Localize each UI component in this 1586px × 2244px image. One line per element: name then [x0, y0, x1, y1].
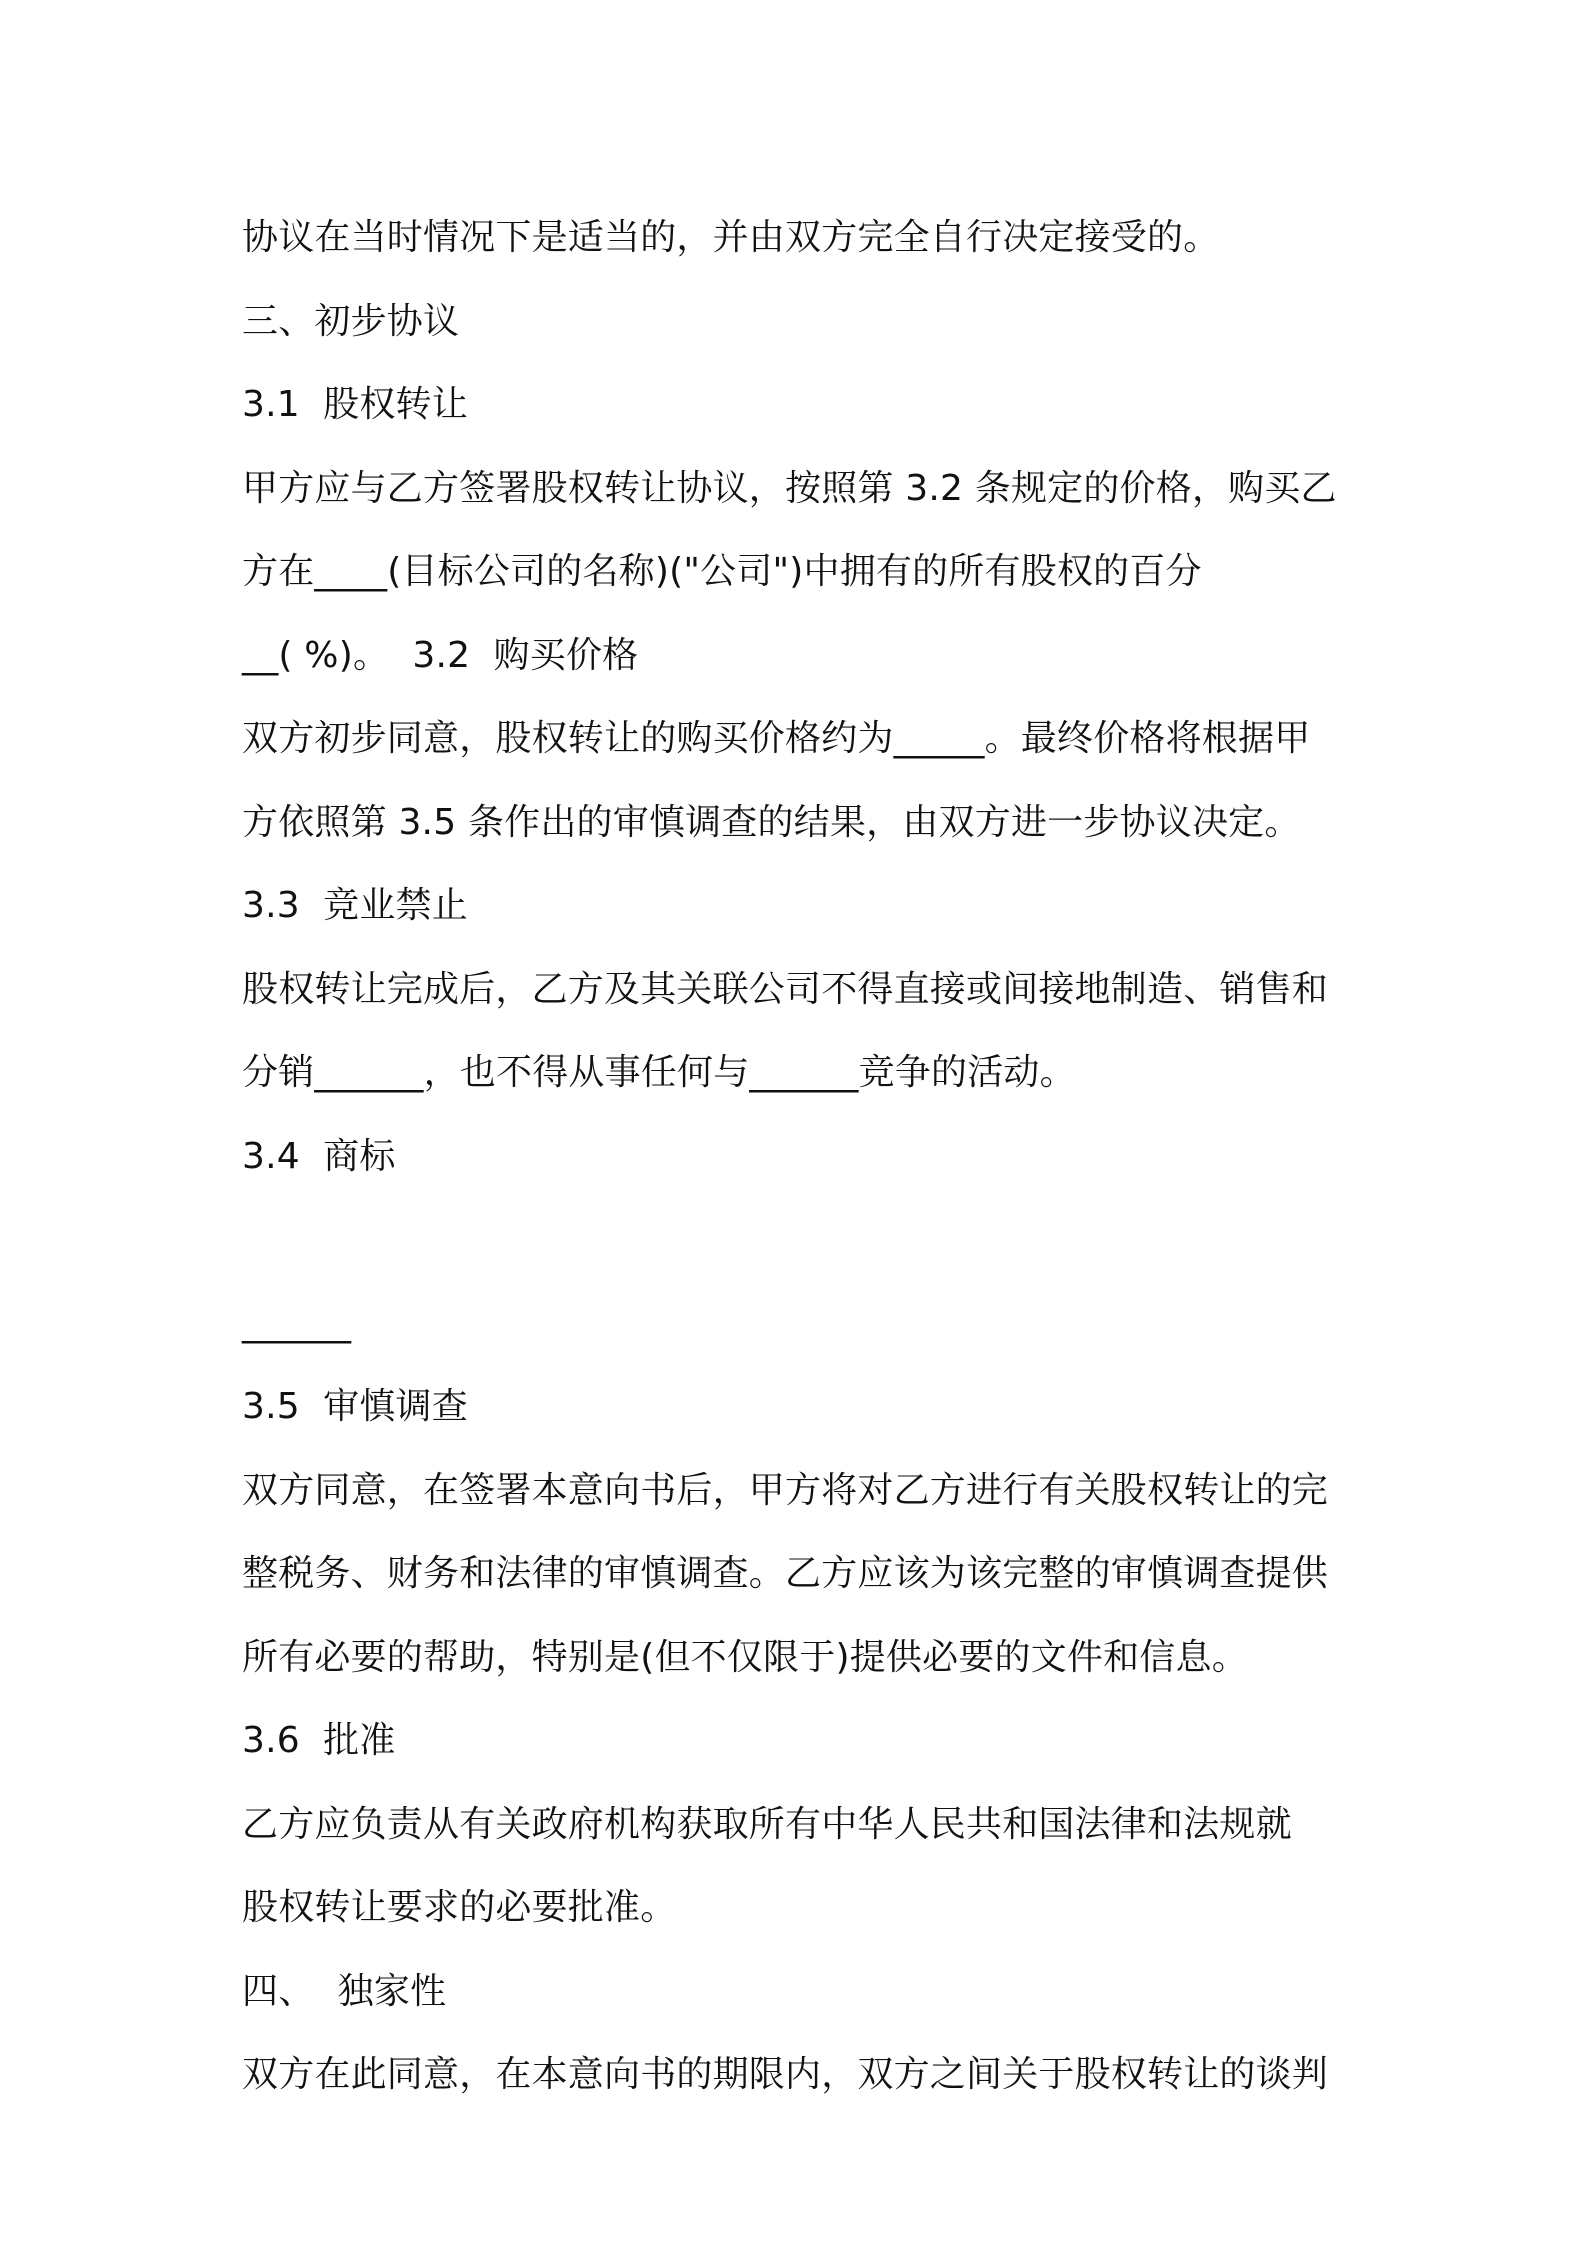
paragraph-line: 方依照第 3.5 条作出的审慎调查的结果，由双方进一步协议决定。: [242, 801, 1301, 843]
subheading-3-1: 3.1 股权转让: [242, 384, 468, 425]
paragraph-line: 双方在此同意，在本意向书的期限内，双方之间关于股权转让的谈判: [242, 2054, 1329, 2095]
paragraph-line: 双方初步同意，股权转让的购买价格约为_____。最终价格将根据甲: [242, 718, 1311, 759]
paragraph-line: __( %)。 3.2 购买价格: [242, 634, 639, 676]
paragraph-line: 方在____(目标公司的名称)("公司")中拥有的所有股权的百分: [242, 551, 1202, 592]
blank-line: [242, 1198, 1372, 1282]
subheading-3-6: 3.6 批准: [242, 1720, 396, 1761]
fill-in-blank: ______: [242, 1302, 352, 1344]
paragraph-line: 所有必要的帮助，特别是(但不仅限于)提供必要的文件和信息。: [242, 1636, 1248, 1678]
paragraph-line: 分销______，也不得从事任何与______竞争的活动。: [242, 1052, 1076, 1093]
paragraph-line: 双方同意，在签署本意向书后，甲方将对乙方进行有关股权转让的完: [242, 1469, 1329, 1511]
document-body: [242, 196, 1372, 2117]
paragraph-line: 协议在当时情况下是适当的，并由双方完全自行决定接受的。: [242, 217, 1220, 258]
paragraph-line: 股权转让完成后，乙方及其关联公司不得直接或间接地制造、销售和: [242, 968, 1329, 1010]
subheading-3-4: 3.4 商标: [242, 1135, 396, 1177]
paragraph-line: 甲方应与乙方签署股权转让协议，按照第 3.2 条规定的价格，购买乙: [242, 467, 1337, 509]
section-heading-4: 四、 独家性: [242, 1970, 447, 2012]
paragraph-line: 整税务、财务和法律的审慎调查。乙方应该为该完整的审慎调查提供: [242, 1553, 1329, 1594]
subheading-3-5: 3.5 审慎调查: [242, 1386, 468, 1427]
paragraph-line: 乙方应负责从有关政府机构获取所有中华人民共和国法律和法规就: [242, 1803, 1292, 1845]
paragraph-line: 股权转让要求的必要批准。: [242, 1887, 677, 1928]
section-heading-3: 三、初步协议: [242, 300, 460, 342]
subheading-3-3: 3.3 竞业禁止: [242, 885, 468, 926]
